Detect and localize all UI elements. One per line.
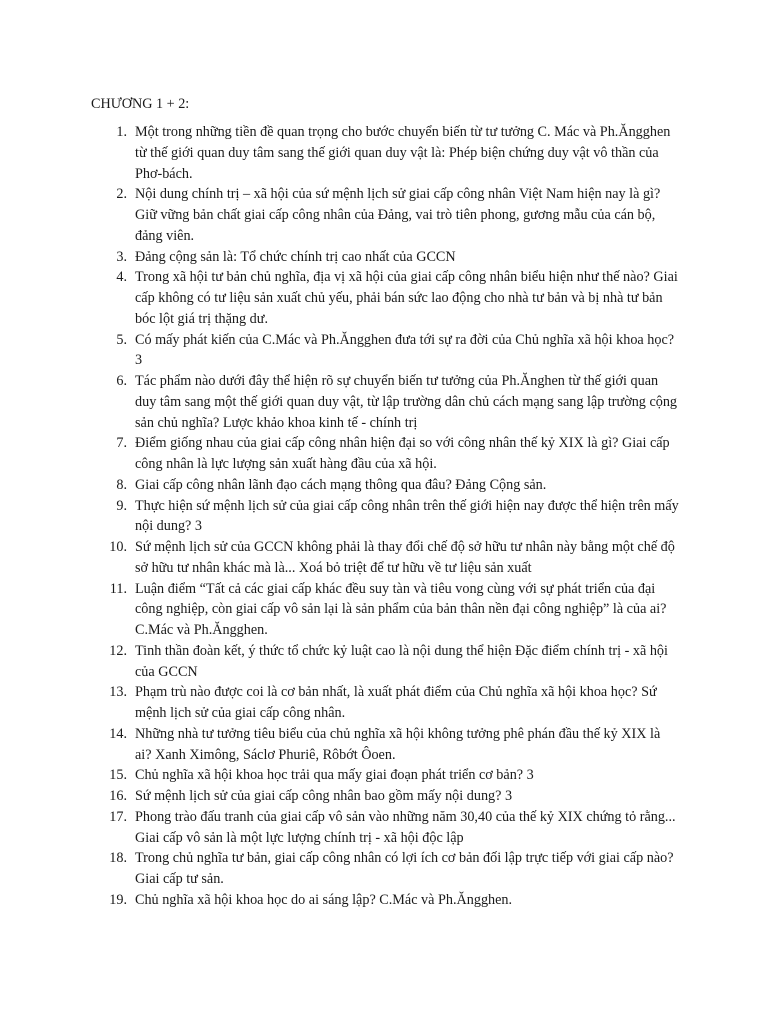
list-item <box>0 890 680 911</box>
item-number: 4. <box>116 269 127 286</box>
item-number: 11. <box>109 580 127 597</box>
item-text: Nội dung chính trị – xã hội của sứ mệnh lịch sử giai cấp công nhân Việt Nam hiện nay là gì? Giữ vững bản chất giai cấp công nhân của Đảng, vai trò tiên phong, gương mẫu của cán bộ, đảng viên. <box>135 186 661 244</box>
item-number: 8. <box>116 476 127 493</box>
list-item <box>0 786 680 807</box>
item-number: 17. <box>109 808 127 825</box>
item-number: 18. <box>109 850 127 867</box>
item-text: Thực hiện sứ mệnh lịch sử của giai cấp công nhân trên thế giới hiện nay được thể hiện trên mấy nội dung? 3 <box>135 497 679 535</box>
item-number: 14. <box>109 725 127 742</box>
item-text: Tinh thần đoàn kết, ý thức tổ chức kỷ luật cao là nội dung thể hiện Đặc điểm chính trị - xã hội của GCCN <box>135 642 668 680</box>
question-list <box>0 122 768 911</box>
list-item <box>0 641 680 683</box>
list-item <box>0 682 680 724</box>
item-number: 5. <box>116 331 127 348</box>
item-text: Sứ mệnh lịch sử của giai cấp công nhân bao gồm mấy nội dung? 3 <box>135 788 513 804</box>
item-text: Tác phẩm nào dưới đây thể hiện rõ sự chuyển biến tư tưởng của Ph.Ănghen từ thế giới quan duy tâm sang một thế giới quan duy vật, từ lập trường dân chủ cách mạng sang lập trường cộng sản chủ nghĩa? Lược khảo khoa kinh tế - chính trị <box>135 373 678 431</box>
list-item <box>0 330 680 372</box>
item-number: 1. <box>116 124 127 140</box>
item-number: 13. <box>109 684 127 701</box>
item-text: Những nhà tư tưởng tiêu biểu của chủ nghĩa xã hội không tưởng phê phán đầu thế kỷ XIX là ai? Xanh Ximông, Sáclơ Phuriê, Rôbớt Ôoen. <box>135 725 661 763</box>
item-text: Giai cấp công nhân lãnh đạo cách mạng thông qua đâu? Đảng Cộng sản. <box>135 476 547 493</box>
item-text: Phạm trù nào được coi là cơ bản nhất, là xuất phát điểm của Chủ nghĩa xã hội khoa học? Sứ mệnh lịch sử của giai cấp công nhân. <box>135 684 657 721</box>
list-item <box>0 537 680 579</box>
item-text: Trong xã hội tư bản chủ nghĩa, địa vị xã hội của giai cấp công nhân biểu hiện như thế nào? Giai cấp không có tư liệu sản xuất chủ yếu, phải bán sức lao động cho nhà tư bản và bị nhà tư bản bóc lột giá trị thặng dư. <box>135 269 678 327</box>
list-item <box>0 848 680 890</box>
list-item <box>0 247 680 268</box>
chapter-title: CHƯƠNG 1 + 2: <box>91 96 190 112</box>
item-text: Điểm giống nhau của giai cấp công nhân hiện đại so với công nhân thế kỷ XIX là gì? Giai cấp công nhân là lực lượng sản xuất hàng đầu của xã hội. <box>135 435 670 472</box>
item-text: Sứ mệnh lịch sử của GCCN không phải là thay đổi chế độ sở hữu tư nhân này bằng một chế độ sở hữu tư nhân khác mà là... Xoá bỏ triệt để tư hữu về tư liệu sản xuất <box>135 539 675 576</box>
item-number: 9. <box>116 497 127 514</box>
item-number: 2. <box>116 186 127 203</box>
list-item <box>0 579 680 641</box>
item-text: Một trong những tiền đề quan trọng cho bước chuyển biến từ tư tưởng C. Mác và Ph.Ăngghen từ thế giới quan duy tâm sang thế giới quan duy vật là: Phép biện chứng duy vật vô thần của Phơ-bách. <box>135 124 671 182</box>
item-text: Đảng cộng sản là: Tổ chức chính trị cao nhất của GCCN <box>135 248 456 265</box>
list-item <box>0 122 680 184</box>
item-text: Chủ nghĩa xã hội khoa học do ai sáng lập? C.Mác và Ph.Ăngghen. <box>135 891 513 908</box>
list-item <box>0 807 680 849</box>
list-item <box>0 184 680 246</box>
list-item <box>0 433 680 475</box>
item-number: 3. <box>116 248 127 265</box>
item-text: Có mấy phát kiến của C.Mác và Ph.Ăngghen đưa tới sự ra đời của Chủ nghĩa xã hội khoa học? 3 <box>135 331 675 369</box>
list-item <box>0 371 680 433</box>
item-text: Phong trào đấu tranh của giai cấp vô sản vào những năm 30,40 của thế kỷ XIX chứng tỏ rằng... Giai cấp vô sản là một lực lượng chính trị - xã hội độc lập <box>135 808 676 846</box>
list-item <box>0 475 680 496</box>
item-text: Chủ nghĩa xã hội khoa học trải qua mấy giai đoạn phát triển cơ bản? 3 <box>135 767 534 784</box>
list-item <box>0 724 680 766</box>
item-number: 10. <box>109 539 127 555</box>
item-text: Trong chủ nghĩa tư bản, giai cấp công nhân có lợi ích cơ bản đối lập trực tiếp với giai cấp nào? Giai cấp tư sản. <box>135 850 674 887</box>
list-item <box>0 765 680 786</box>
item-number: 16. <box>109 788 127 804</box>
item-number: 7. <box>116 435 127 452</box>
item-number: 15. <box>109 767 127 784</box>
list-item <box>0 496 680 538</box>
item-text: Luận điểm “Tất cả các giai cấp khác đều suy tàn và tiêu vong cùng với sự phát triển của đại công nghiệp, còn giai cấp vô sản lại là sản phẩm của bản thân nền đại công nghiệp” là của ai? C.Mác và Ph.Ăngghen. <box>135 580 667 638</box>
item-number: 19. <box>109 891 127 908</box>
list-item <box>0 267 680 329</box>
item-number: 6. <box>116 373 127 389</box>
item-number: 12. <box>109 642 127 659</box>
